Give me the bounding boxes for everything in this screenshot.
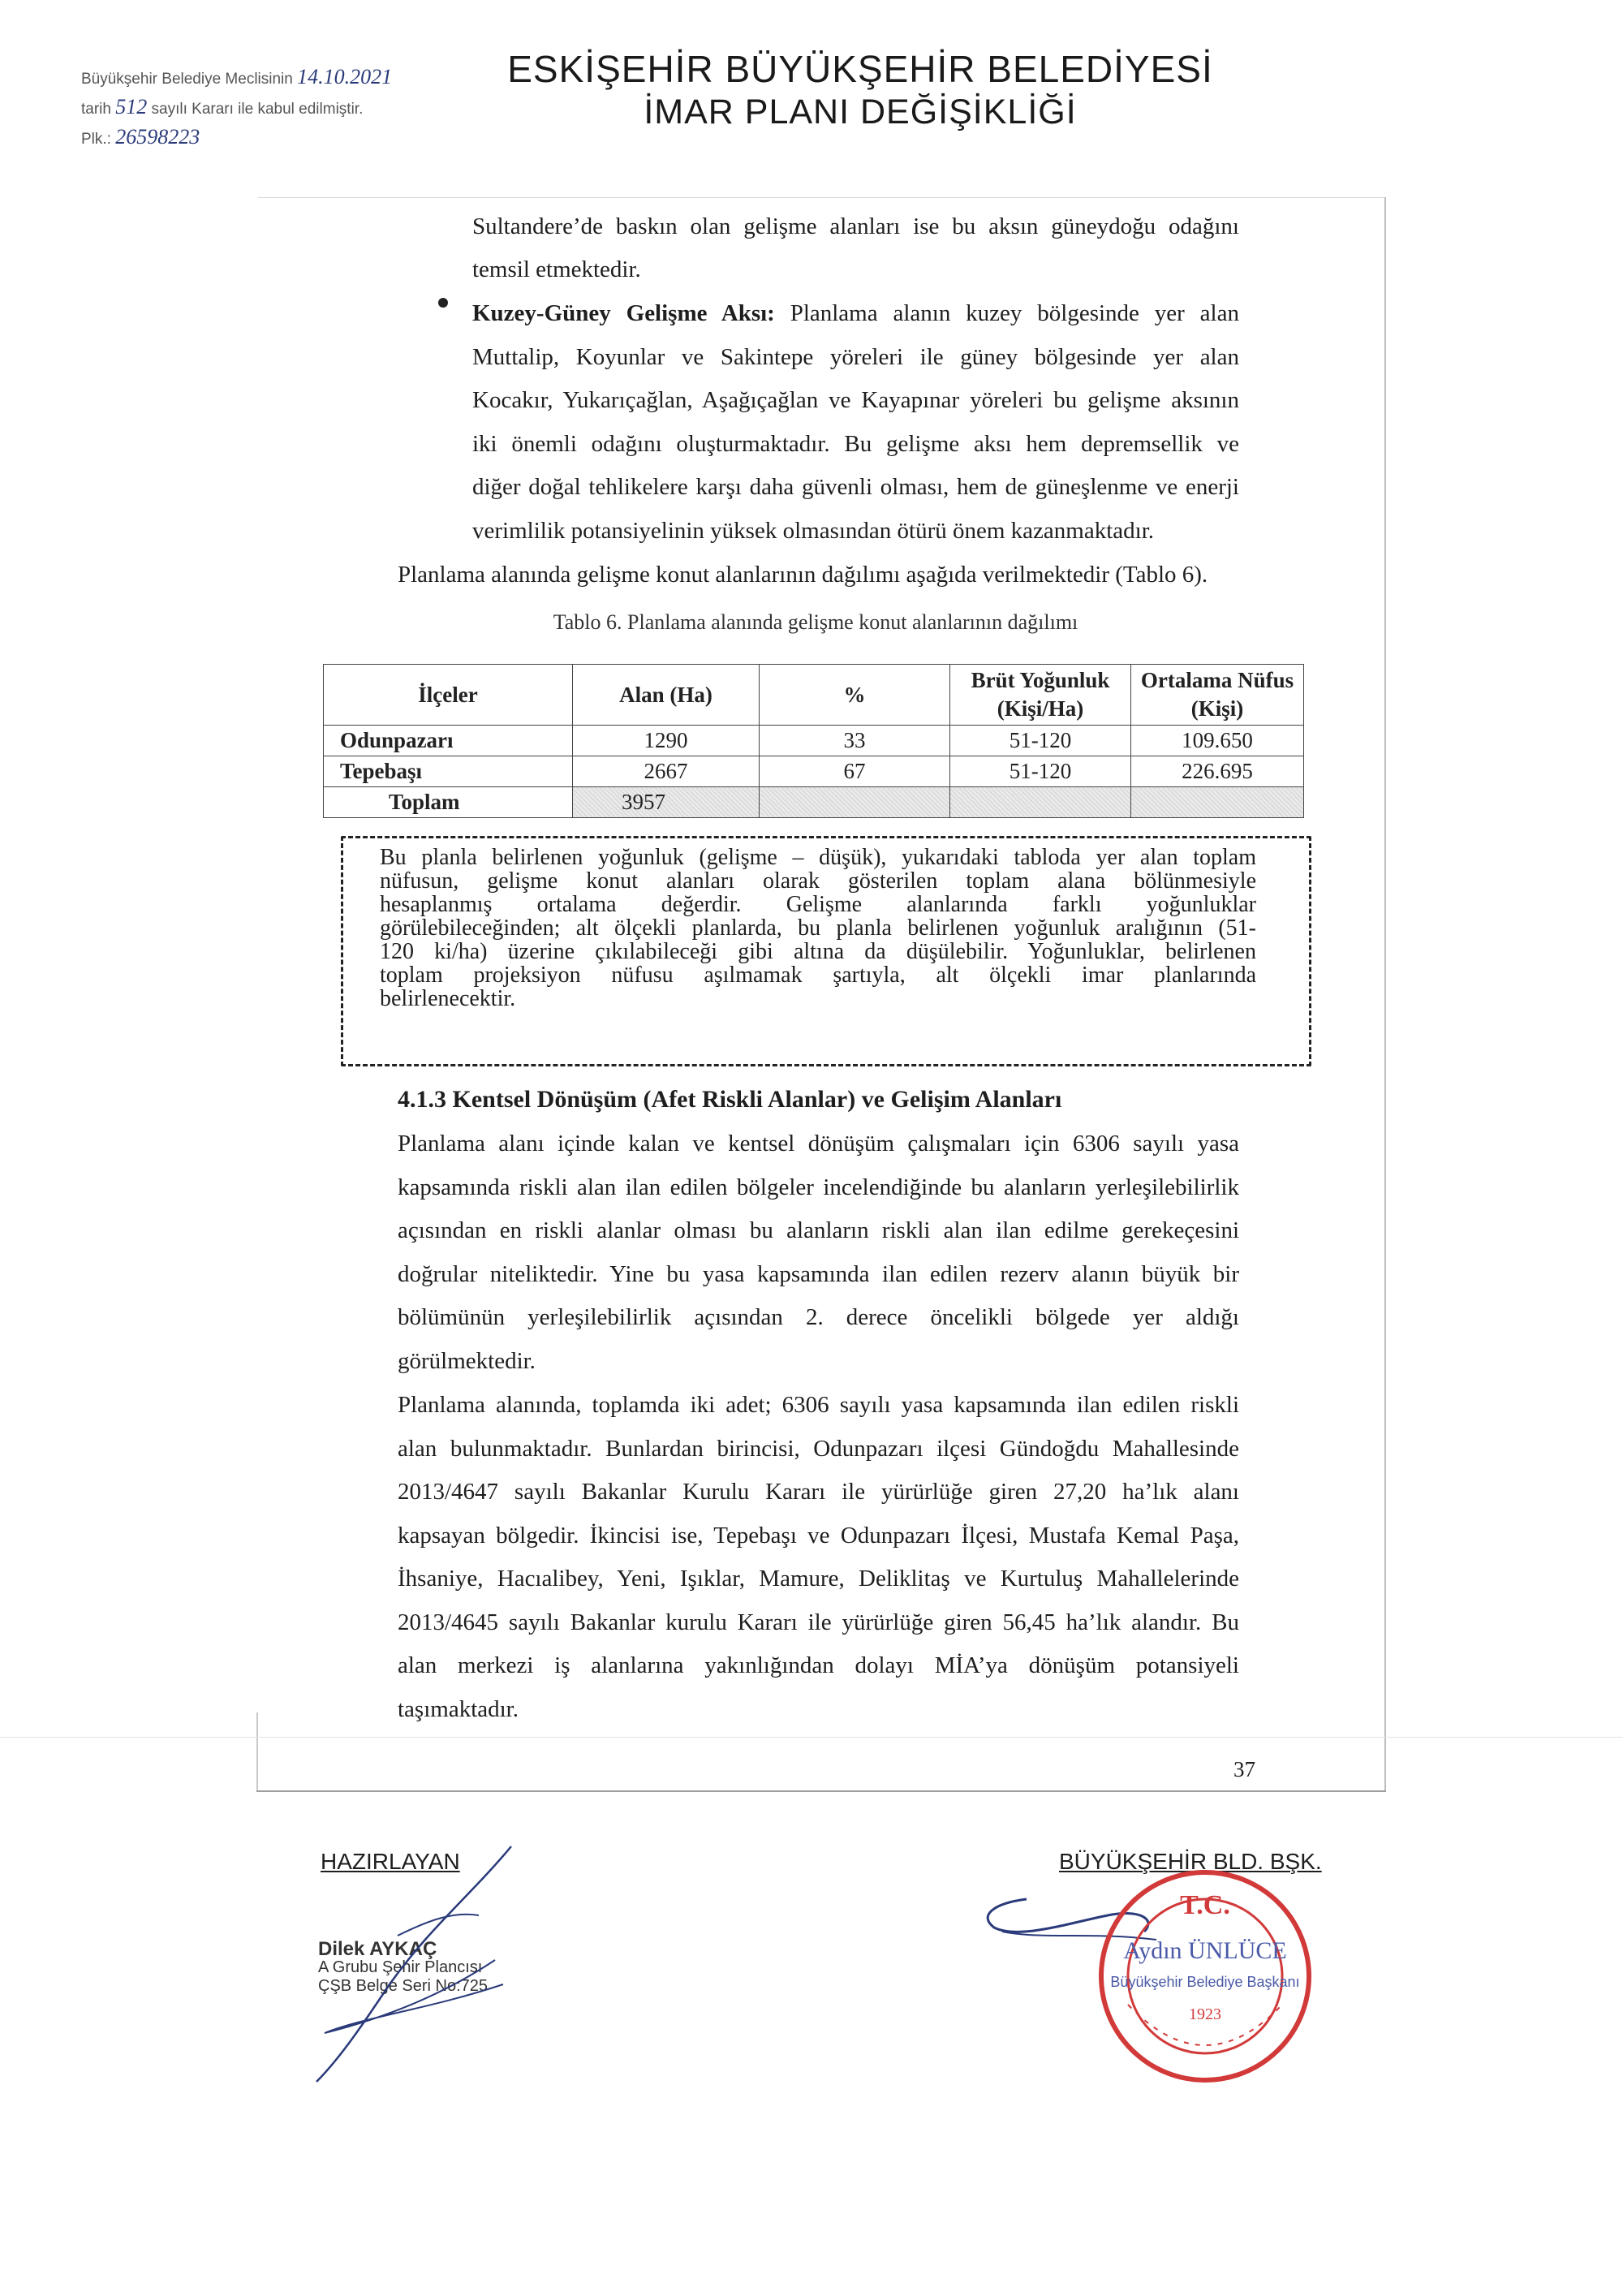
table-cell: 3957 [573,787,760,818]
note-line: toplam projeksiyon nüfusu aşılmamak şartıyla, alt ölçekli imar planlarında [380,963,1256,988]
prepared-by-label: HAZIRLAYAN [321,1849,460,1874]
bullet-line: iki önemli odağını oluşturmaktadır. Bu gelişme aksı hem depremsellik ve [472,431,1239,457]
paragraph-line: temsil etmektedir. [472,256,641,282]
table-header-cell: İlçeler [324,665,573,726]
note-line: görülebileceğinden; alt ölçekli planlarda, bu planla belirlenen yoğunluk aralığının (51- [380,915,1256,941]
seal-name: Aydın ÜNLÜCE [1123,1937,1287,1964]
approval-stamp-line1: Büyükşehir Belediye Meclisinin 14.10.2021 [81,65,393,88]
seal-title: Büyükşehir Belediye Başkanı [1110,1974,1300,1990]
official-seal-icon [1096,1867,1315,2086]
table-cell: 33 [760,726,950,756]
table-intro: Planlama alanında gelişme konut alanlarının dağılımı aşağıda verilmektedir (Tablo 6). [398,562,1208,588]
seal-tc: T.C. [1180,1890,1230,1920]
table-header-cell: Brüt Yoğunluk (Kişi/Ha) [950,665,1131,726]
scan-line [0,1737,1623,1738]
section-heading: 4.1.3 Kentsel Dönüşüm (Afet Riskli Alanlar) ve Gelişim Alanları [398,1086,1062,1113]
note-line: hesaplanmış ortalama değerdir. Gelişme alanlarında farklı yoğunluklar [380,892,1256,917]
table-cell: 1290 [573,726,760,756]
table-row [324,726,1304,756]
paragraph-line: görülmektedir. [398,1347,536,1374]
paragraph-line: kapsamında riskli alan ilan edilen bölgeler incelendiğinde bu alanların yerleşilebilirlik [398,1174,1239,1200]
bullet-line: diğer doğal tehlikelere karşı daha güvenli olması, hem de güneşlenme ve enerji [472,474,1239,500]
paragraph-line: açısından en riskli alanlar olması bu alanların riskli alan ilan edilme gerekeçesini [398,1217,1239,1243]
section-paragraph-2 [398,1384,1239,1731]
table-header-cell: Alan (Ha) [573,665,760,726]
table-cell: 51-120 [950,756,1131,787]
table-cell: 2667 [573,756,760,787]
paragraph-line: taşımaktadır. [398,1695,519,1722]
note-line: nüfusun, gelişme konut alanları olarak gösterilen toplam alana bölünmesiyle [380,868,1256,894]
approval-stamp-line2: tarih 512 sayılı Kararı ile kabul edilmiştir. [81,95,364,118]
paragraph-line: Planlama alanı içinde kalan ve kentsel dönüşüm çalışmaları için 6306 sayılı yasa [398,1131,1239,1157]
table-header-cell: Ortalama Nüfus (Kişi) [1131,665,1304,726]
note-text [380,846,1256,1010]
table-cell [1131,787,1304,818]
paragraph-line: 2013/4647 sayılı Bakanlar Kurulu Kararı ile yürürlüğe giren 27,20 ha’lık alanı [398,1479,1239,1505]
page-frame-top [258,197,1386,198]
note-line: 120 ki/ha) üzerine çıkılabileceği gibi altına da düşülebilir. Yoğunluklar, belirlenen [380,939,1256,964]
table-total-row [324,787,1304,818]
paragraph-line: kapsayan bölgedir. İkincisi ise, Tepebaşı ve Odunpazarı İlçesi, Mustafa Kemal Paşa, [398,1522,1239,1549]
bullet-line: Kocakır, Yukarıçağlan, Aşağıçağlan ve Kayapınar yöreleri bu gelişme aksının [472,387,1239,413]
page-frame-bottom [256,1790,1386,1792]
seal-year: 1923 [1189,2005,1221,2023]
bullet-title: Kuzey-Güney Gelişme Aksı: [472,300,775,326]
paragraph-line: Sultandere’de baskın olan gelişme alanları ise bu aksın güneydoğu odağını [472,213,1239,239]
preparer-name: Dilek AYKAÇ [318,1938,437,1960]
preparer-signature-icon [268,1830,527,2098]
paragraph-line: İhsaniye, Hacıalibey, Yeni, Işıklar, Mamure, Deliklitaş ve Kurtuluş Mahallelerinde [398,1566,1239,1592]
table-6 [323,664,1304,818]
table-row [324,756,1304,787]
approval-stamp-line3: Plk.: 26598223 [81,125,200,149]
preparer-license: ÇŞB Belge Seri No:725 [318,1977,489,1995]
note-line: belirlenecektir. [380,986,516,1011]
table-cell: Odunpazarı [324,726,573,756]
section-paragraph-1 [398,1122,1239,1383]
paragraph-line: doğrular niteliktedir. Yine bu yasa kapsamında ilan edilen rezerv alanın büyük bir [398,1260,1239,1287]
paragraph-line: Planlama alanında, toplamda iki adet; 6306 sayılı yasa kapsamında ilan edilen riskli [398,1392,1239,1418]
header-subtitle: İMAR PLANI DEĞİŞİKLİĞİ [644,93,1077,131]
bullet-line: Muttalip, Koyunlar ve Sakintepe yöreleri ile güney bölgesinde yer alan [472,344,1239,370]
paragraph-line: alan bulunmaktadır. Bunlardan birincisi, Odunpazarı ilçesi Gündoğdu Mahallesinde [398,1435,1239,1462]
table-caption: Tablo 6. Planlama alanında gelişme konut alanlarının dağılımı [553,610,1078,634]
preparer-role: A Grubu Şehir Plancısı [318,1958,483,1976]
table-cell: 67 [760,756,950,787]
page-frame-right [1384,197,1386,1792]
bullet-line: verimlilik potansiyelinin yüksek olmasından ötürü önem kazanmaktadır. [472,518,1155,544]
bullet-first-line: Kuzey-Güney Gelişme Aksı: Planlama alanın kuzey bölgesinde yer alan [472,300,1239,326]
header-title: ESKİŞEHİR BÜYÜKŞEHİR BELEDİYESİ [507,48,1213,90]
table-cell: 109.650 [1131,726,1304,756]
paragraph-line: 2013/4645 sayılı Bakanlar kurulu Kararı ile yürürlüğe giren 56,45 ha’lık alandır. Bu [398,1609,1239,1635]
paragraph-line: alan merkezi iş alanlarına yakınlığından dolayı MİA’ya dönüşüm potansiyeli [398,1652,1239,1678]
table-cell [760,787,950,818]
paragraph-line: bölümünün yerleşilebilirlik açısından 2. derece öncelikli bölgede yer aldığı [398,1304,1239,1330]
bullet-icon [438,298,448,308]
mayor-label: BÜYÜKŞEHİR BLD. BŞK. [1059,1849,1322,1874]
table-header-row [324,665,1304,726]
table-cell: Toplam [324,787,573,818]
page-number: 37 [1233,1757,1255,1781]
table-cell: Tepebaşı [324,756,573,787]
table-cell: 226.695 [1131,756,1304,787]
table-cell: 51-120 [950,726,1131,756]
page-frame-left [256,1712,258,1790]
table-cell [950,787,1131,818]
table-header-cell: % [760,665,950,726]
note-line: Bu planla belirlenen yoğunluk (gelişme – düşük), yukarıdaki tabloda yer alan toplam [380,845,1256,870]
